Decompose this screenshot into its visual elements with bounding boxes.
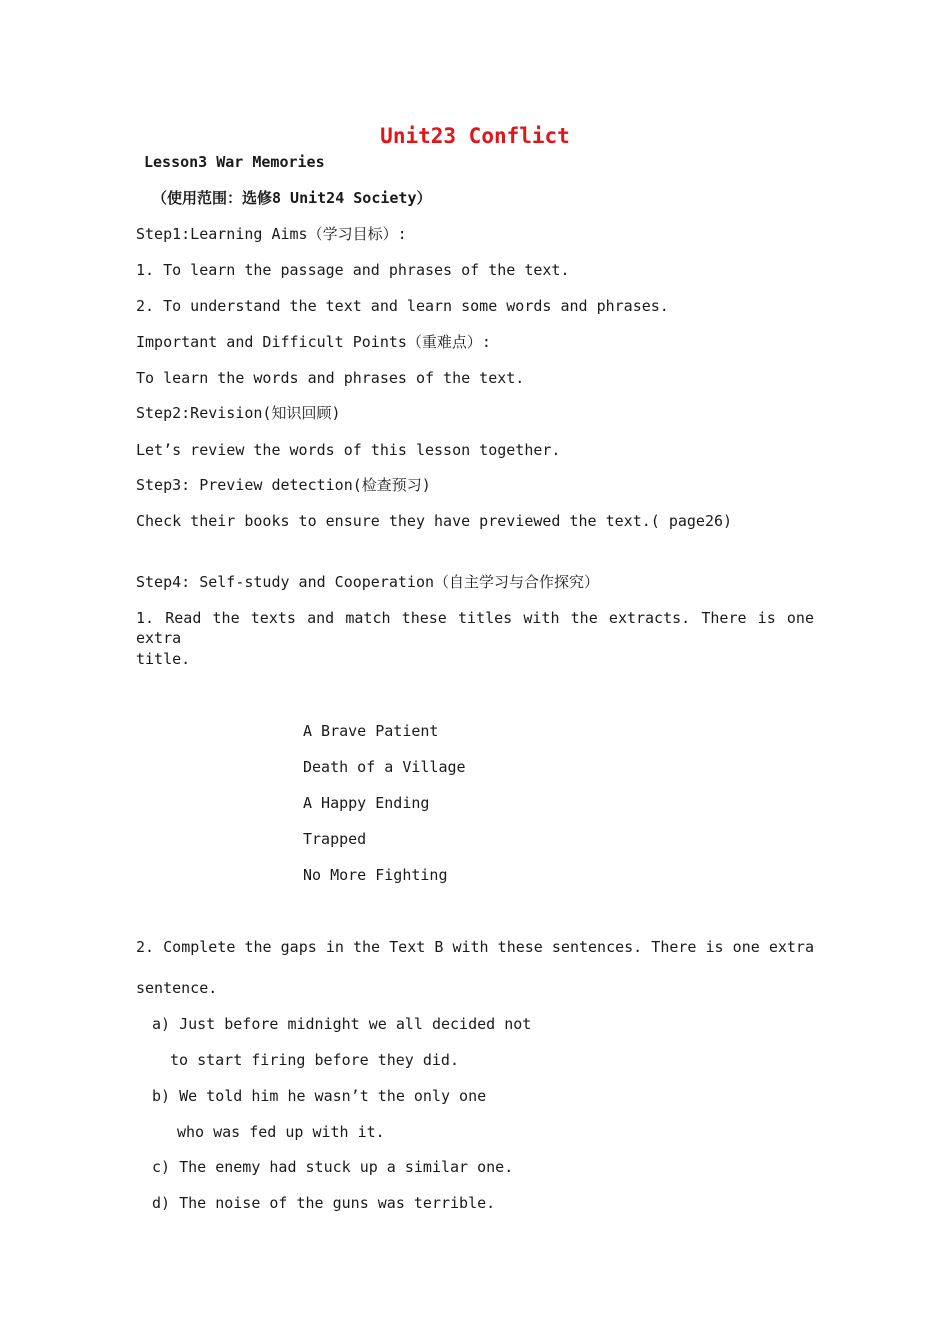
sentence-option: c) The enemy had stuck up a similar one. [152, 1158, 514, 1176]
points-heading: Important and Difficult Points（重难点）: [136, 333, 491, 351]
title-option: No More Fighting [303, 866, 448, 884]
title-option: A Happy Ending [303, 794, 430, 812]
step3-heading: Step3: Preview detection(检查预习) [136, 476, 431, 494]
points-text: To learn the words and phrases of the text. [136, 369, 525, 387]
task1-instruction-end: title. [136, 650, 191, 668]
sentence-option: a) Just before midnight we all decided not [152, 1015, 532, 1033]
title-option: Trapped [303, 830, 367, 848]
usage-scope: （使用范围：选修8 Unit24 Society） [152, 189, 432, 207]
task2-instruction: 2. Complete the gaps in the Text B with these sentences. There is one extra [136, 938, 814, 956]
sentence-option-continuation: to start firing before they did. [170, 1051, 459, 1069]
step1-heading: Step1:Learning Aims（学习目标）: [136, 225, 407, 243]
title-option: Death of a Village [303, 758, 466, 776]
document-title: Unit23 Conflict [380, 124, 570, 148]
sentence-option-continuation: who was fed up with it. [177, 1123, 385, 1141]
step3-text: Check their books to ensure they have previewed the text.( page26) [136, 512, 733, 530]
step2-text: Let’s review the words of this lesson together. [136, 441, 561, 459]
title-option: A Brave Patient [303, 722, 439, 740]
task2-instruction-end: sentence. [136, 979, 218, 997]
sentence-option: d) The noise of the guns was terrible. [152, 1194, 496, 1212]
task1-instruction: 1. Read the texts and match these titles with the extracts. There is one extra [136, 609, 814, 647]
aim-item: 1. To learn the passage and phrases of the text. [136, 261, 570, 279]
step4-heading: Step4: Self-study and Cooperation（自主学习与合作探究） [136, 573, 600, 591]
aim-item: 2. To understand the text and learn some words and phrases. [136, 297, 669, 315]
lesson-heading: Lesson3 War Memories [144, 153, 325, 171]
sentence-option: b) We told him he wasn’t the only one [152, 1087, 487, 1105]
step2-heading: Step2:Revision(知识回顾) [136, 404, 341, 422]
